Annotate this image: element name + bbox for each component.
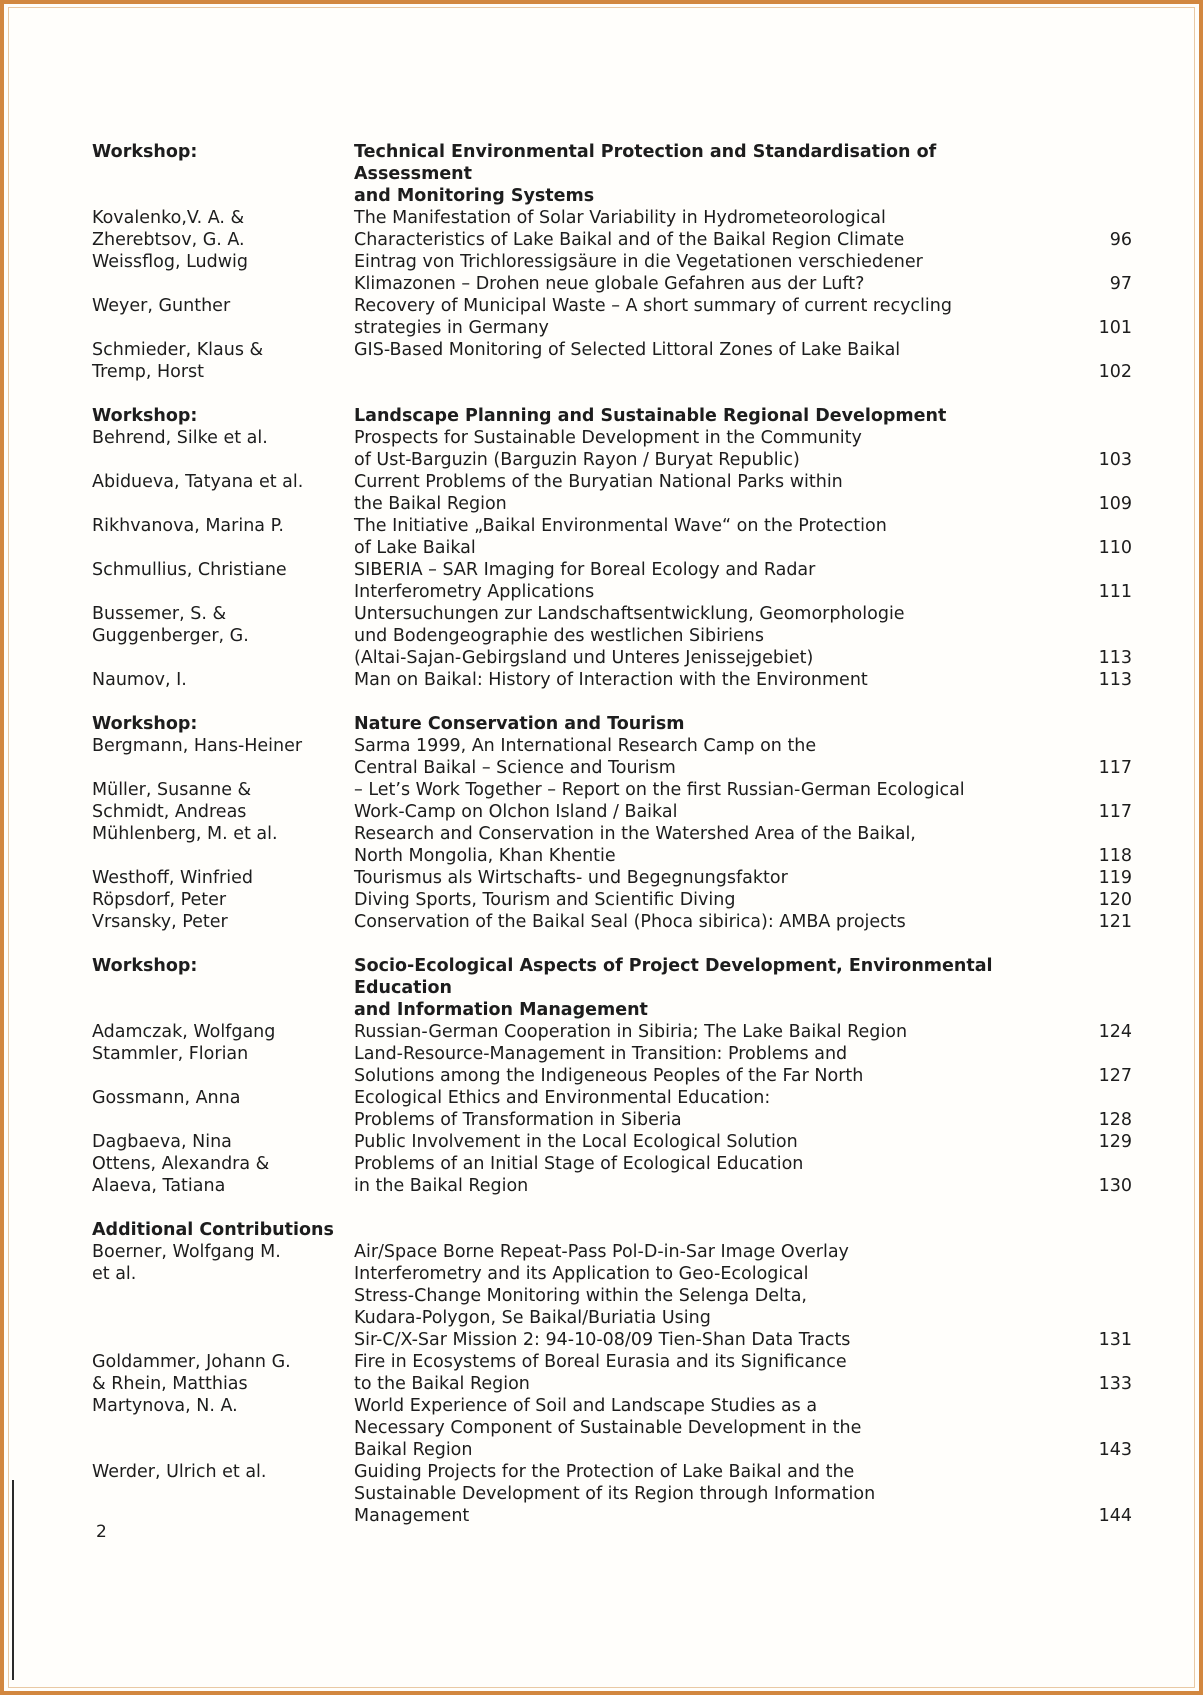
entry-title: Recovery of Municipal Waste – A short summary of current recycling strategies in Germany — [354, 296, 952, 338]
entry-title: GIS-Based Monitoring of Selected Littoral Zones of Lake Baikal — [354, 340, 901, 360]
entry-page: 117 — [1098, 802, 1132, 822]
toc-entry — [92, 559, 1132, 603]
entry-author: Werder, Ulrich et al. — [92, 1462, 267, 1482]
entry-author: Dagbaeva, Nina — [92, 1132, 232, 1152]
entry-title: Ecological Ethics and Environmental Education: Problems of Transformation in Siberia — [354, 1088, 771, 1130]
entry-title: Conservation of the Baikal Seal (Phoca sibirica): AMBA projects — [354, 912, 906, 932]
toc-entry — [92, 867, 1132, 889]
entry-author: Ottens, Alexandra & Alaeva, Tatiana — [92, 1154, 270, 1196]
section-gap — [92, 383, 1132, 405]
entry-page: 120 — [1098, 890, 1132, 910]
toc-entry — [92, 1461, 1132, 1527]
section-heading: Technical Environmental Protection and Standardisation of Assessment and Monitoring Systems — [354, 142, 937, 206]
entry-page: 129 — [1098, 1132, 1132, 1152]
section-label: Workshop: — [92, 714, 198, 734]
entry-author: Behrend, Silke et al. — [92, 428, 268, 448]
toc-entry — [92, 1021, 1132, 1043]
toc-entry — [92, 779, 1132, 823]
toc-entry — [92, 603, 1132, 669]
entry-page: 113 — [1098, 670, 1132, 690]
entry-author: Abidueva, Tatyana et al. — [92, 472, 304, 492]
entry-title: SIBERIA – SAR Imaging for Boreal Ecology and Radar Interferometry Applications — [354, 560, 816, 602]
entry-author: Westhoff, Winfried — [92, 868, 253, 888]
entry-author: Goldammer, Johann G. & Rhein, Matthias — [92, 1352, 291, 1394]
section-heading — [354, 1219, 1042, 1241]
entry-title: Air/Space Borne Repeat-Pass Pol-D-in-Sar Image Overlay Interferometry and its Application to Geo-Ecological Stress-Change Monitoring within the Selenga Delta, Kudara-Polygon, Se Baikal/Buriatia Using Sir-C/X-Sar Mission 2: 94-10-08/09 Tien-Shan Data Tracts — [354, 1242, 851, 1350]
entry-title: Tourismus als Wirtschafts- und Begegnungsfaktor — [354, 868, 788, 888]
entry-title: Fire in Ecosystems of Boreal Eurasia and its Significance to the Baikal Region — [354, 1352, 847, 1394]
entry-author: Martynova, N. A. — [92, 1396, 238, 1416]
entry-page: 130 — [1098, 1176, 1132, 1196]
section-label: Workshop: — [92, 142, 198, 162]
entry-page: 121 — [1098, 912, 1132, 932]
entry-title: Current Problems of the Buryatian National Parks within the Baikal Region — [354, 472, 843, 514]
entry-page: 128 — [1098, 1110, 1132, 1130]
entry-title: Research and Conservation in the Watershed Area of the Baikal, North Mongolia, Khan Khentie — [354, 824, 916, 866]
toc-entry — [92, 295, 1132, 339]
toc-entry — [92, 1131, 1132, 1153]
entry-title: Diving Sports, Tourism and Scientific Diving — [354, 890, 736, 910]
entry-title: Untersuchungen zur Landschaftsentwicklung, Geomorphologie und Bodengeographie des westlichen Sibiriens (Altai-Sajan-Gebirgsland und Unteres Jenissejgebiet) — [354, 604, 905, 668]
toc-entry — [92, 515, 1132, 559]
section-heading: Socio-Ecological Aspects of Project Development, Environmental Education and Information Management — [354, 956, 993, 1020]
toc-section — [92, 405, 1132, 691]
entry-title: Land-Resource-Management in Transition: Problems and Solutions among the Indigeneous Peoples of the Far North — [354, 1044, 864, 1086]
toc-entry — [92, 669, 1132, 691]
section-label: Workshop: — [92, 956, 198, 976]
toc-entry — [92, 735, 1132, 779]
entry-author: Kovalenko,V. A. & Zherebtsov, G. A. — [92, 208, 245, 250]
toc-section — [92, 141, 1132, 383]
page-number: 2 — [96, 1522, 107, 1542]
section-header — [92, 405, 1132, 427]
toc-section — [92, 1219, 1132, 1527]
entry-author: Naumov, I. — [92, 670, 187, 690]
toc-entry — [92, 207, 1132, 251]
entry-author: Gossmann, Anna — [92, 1088, 241, 1108]
section-heading: Nature Conservation and Tourism — [354, 714, 685, 734]
entry-author: Bergmann, Hans-Heiner — [92, 736, 303, 756]
entry-page: 119 — [1098, 868, 1132, 888]
entry-title: Guiding Projects for the Protection of Lake Baikal and the Sustainable Development of its Region through Information Management — [354, 1462, 876, 1526]
section-header — [92, 141, 1132, 207]
toc-section — [92, 713, 1132, 933]
toc-entry — [92, 889, 1132, 911]
entry-title: Public Involvement in the Local Ecological Solution — [354, 1132, 798, 1152]
entry-author: Mühlenberg, M. et al. — [92, 824, 278, 844]
section-header — [92, 713, 1132, 735]
toc-entry — [92, 1087, 1132, 1131]
toc-entry — [92, 339, 1132, 383]
entry-page: 144 — [1098, 1506, 1132, 1526]
entry-title: World Experience of Soil and Landscape Studies as a Necessary Component of Sustainable Development in the Baikal Region — [354, 1396, 862, 1460]
section-gap — [92, 1197, 1132, 1219]
toc-entry — [92, 1241, 1132, 1351]
entry-page: 143 — [1098, 1440, 1132, 1460]
entry-author: Stammler, Florian — [92, 1044, 249, 1064]
table-of-contents — [92, 141, 1132, 1527]
entry-page: 124 — [1098, 1022, 1132, 1042]
entry-page: 127 — [1098, 1066, 1132, 1086]
entry-author: Röpsdorf, Peter — [92, 890, 227, 910]
margin-rule — [12, 1480, 14, 1680]
toc-section — [92, 955, 1132, 1197]
entry-title: The Initiative „Baikal Environmental Wave“ on the Protection of Lake Baikal — [354, 516, 887, 558]
entry-author: Müller, Susanne & Schmidt, Andreas — [92, 780, 252, 822]
entry-page: 97 — [1109, 274, 1132, 294]
entry-page: 96 — [1109, 230, 1132, 250]
entry-page: 103 — [1098, 450, 1132, 470]
entry-title: Sarma 1999, An International Research Camp on the Central Baikal – Science and Tourism — [354, 736, 817, 778]
toc-entry — [92, 823, 1132, 867]
entry-page: 101 — [1098, 318, 1132, 338]
entry-author: Weissflog, Ludwig — [92, 252, 249, 272]
section-header — [92, 955, 1132, 1021]
entry-title: Man on Baikal: History of Interaction with the Environment — [354, 670, 868, 690]
entry-page: 109 — [1098, 494, 1132, 514]
entry-author: Weyer, Gunther — [92, 296, 231, 316]
entry-page: 111 — [1098, 582, 1132, 602]
toc-entry — [92, 1395, 1132, 1461]
toc-entry — [92, 911, 1132, 933]
entry-title: Prospects for Sustainable Development in the Community of Ust-Barguzin (Barguzin Rayon / Buryat Republic) — [354, 428, 862, 470]
section-header — [92, 1219, 1132, 1241]
entry-title: Russian-German Cooperation in Sibiria; The Lake Baikal Region — [354, 1022, 908, 1042]
entry-page: 118 — [1098, 846, 1132, 866]
entry-author: Schmieder, Klaus & Tremp, Horst — [92, 340, 264, 382]
toc-entry — [92, 471, 1132, 515]
entry-title: The Manifestation of Solar Variability in Hydrometeorological Characteristics of Lake Baikal and of the Baikal Region Climate — [354, 208, 905, 250]
toc-entry — [92, 251, 1132, 295]
toc-entry — [92, 1043, 1132, 1087]
entry-author: Bussemer, S. & Guggenberger, G. — [92, 604, 249, 646]
toc-entry — [92, 1153, 1132, 1197]
entry-page: 102 — [1098, 362, 1132, 382]
entry-title: Problems of an Initial Stage of Ecological Education in the Baikal Region — [354, 1154, 804, 1196]
entry-author: Adamczak, Wolfgang — [92, 1022, 276, 1042]
section-label: Workshop: — [92, 406, 198, 426]
entry-title: – Let’s Work Together – Report on the first Russian-German Ecological Work-Camp on Olchon Island / Baikal — [354, 780, 965, 822]
entry-page: 113 — [1098, 648, 1132, 668]
entry-page: 117 — [1098, 758, 1132, 778]
entry-page: 131 — [1098, 1330, 1132, 1350]
toc-entry — [92, 1351, 1132, 1395]
entry-title: Eintrag von Trichloressigsäure in die Vegetationen verschiedener Klimazonen – Drohen neue globale Gefahren aus der Luft? — [354, 252, 923, 294]
entry-author: Schmullius, Christiane — [92, 560, 287, 580]
entry-author: Rikhvanova, Marina P. — [92, 516, 284, 536]
entry-page: 110 — [1098, 538, 1132, 558]
section-gap — [92, 691, 1132, 713]
section-gap — [92, 933, 1132, 955]
entry-author: Boerner, Wolfgang M. et al. — [92, 1242, 281, 1284]
section-label: Additional Contributions — [92, 1220, 334, 1240]
entry-page: 133 — [1098, 1374, 1132, 1394]
section-heading: Landscape Planning and Sustainable Regional Development — [354, 406, 947, 426]
entry-author: Vrsansky, Peter — [92, 912, 228, 932]
toc-entry — [92, 427, 1132, 471]
